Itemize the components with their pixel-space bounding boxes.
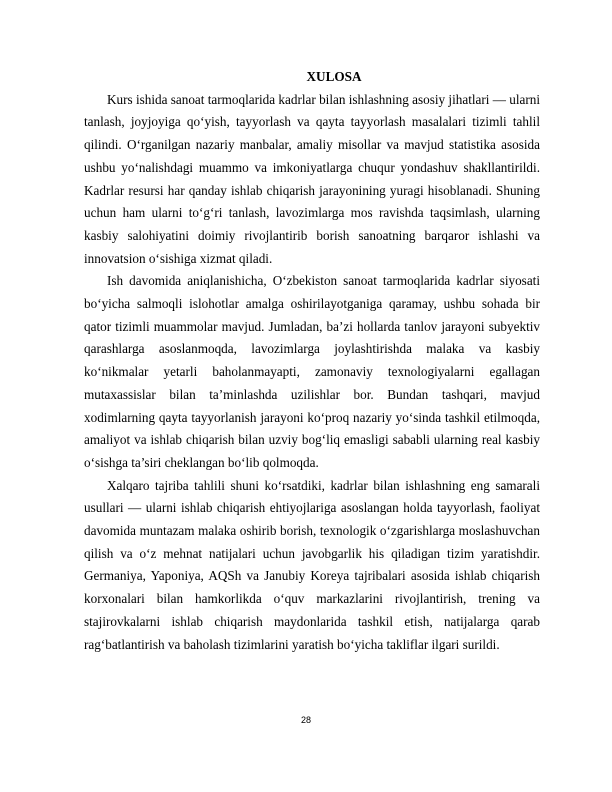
paragraph-1: Kurs ishida sanoat tarmoqlarida kadrlar bilan ishlashning asosiy jihatlari — ularni tanlash, joyjoyiga qo‘yish, tayyorlash va qayta tayyorlash masalalari tizimli tahlil qilindi. O‘rganilgan nazariy manbalar, amaliy misollar va mavjud statistika asosida ushbu yo‘nalishdagi muammo va imkoniyatlarga chuqur yondashuv shakllantirildi. Kadrlar resursi har qanday ishlab chiqarish jarayonining yuragi hisoblanadi. Shuning uchun ham ularni to‘g‘ri tanlash, lavozimlarga mos ravishda taqsimlash, ularning kasbiy salohiyatini doimiy rivojlantirib borish sanoatning barqaror ishlashi va innovatsion o‘sishiga xizmat qiladi. (84, 91, 540, 266)
paragraph-2: Ish davomida aniqlanishicha, O‘zbekiston sanoat tarmoqlarida kadrlar siyosati bo‘yicha salmoqli islohotlar amalga oshirilayotganiga qaramay, ushbu sohada bir qator tizimli muammolar mavjud. Jumladan, ba’zi hollarda tanlov jarayoni subyektiv qarashlarga asoslanmoqda, lavozimlarga joylashtirishda malaka va kasbiy ko‘nikmalar yetarli baholanmayapti, zamonaviy texnologiyalarni egallagan mutaxassislar bilan ta’minlashda uzilishlar bor. Bundan tashqari, mavjud xodimlarning qayta tayyorlanish jarayoni ko‘proq nazariy yo‘sinda tashkil etilmoqda, amaliyot va ishlab chiqarish bilan uzviy bog‘liq emasligi sababli ularning real kasbiy o‘sishga ta’siri cheklangan bo‘lib qolmoqda. (84, 273, 540, 470)
page-title: XULOSA (306, 69, 362, 84)
document-page (84, 66, 540, 656)
paragraph-3: Xalqaro tajriba tahlili shuni ko‘rsatdiki, kadrlar bilan ishlashning eng samarali usullari — ularni ishlab chiqarish ehtiyojlariga asoslangan holda tayyorlash, faoliyat davomida muntazam malaka oshirib borish, texnologik o‘zgarishlarga moslashuvchan qilish va o‘z mehnat natijalari uchun javobgarlik his qiladigan tizim yaratishdir. Germaniya, Yaponiya, AQSh va Janubiy Koreya tajribalari asosida ishlab chiqarish korxonalari bilan hamkorlikda o‘quv markazlarini rivojlantirish, trening va stajirovkalarni ishlab chiqarish maydonlarida tashkil etish, natijalarga qarab rag‘batlantirish va baholash tizimlarini yaratish bo‘yicha takliflar ilgari surildi. (84, 477, 540, 652)
page-number: 28 (300, 715, 311, 725)
